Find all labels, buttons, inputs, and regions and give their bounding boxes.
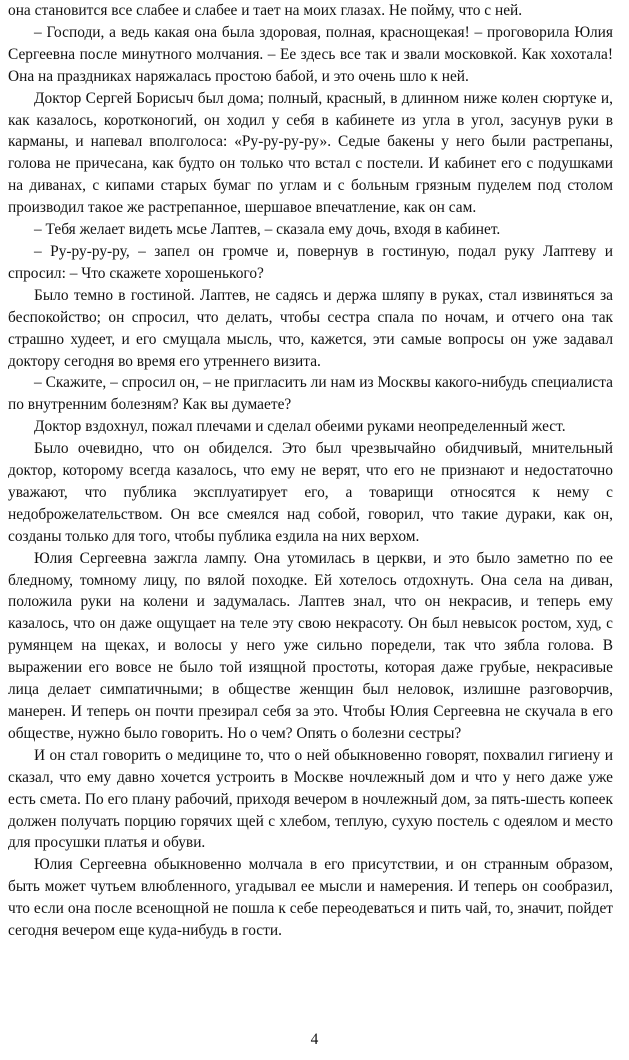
page-number: 4 bbox=[310, 1031, 319, 1048]
paragraph: – Тебя желает видеть мсье Лаптев, – сказала ему дочь, входя в кабинет. bbox=[34, 221, 501, 239]
paragraph: Было темно в гостиной. Лаптев, не садясь и держа шляпу в руках, стал извиняться за беспокойство; он спросил, что делать, чтобы сестра спала по ночам, и отчего она так страшно худеет, и его смущала мысль, что, кажется, эти самые вопросы он уже задавал доктору сегодня во время его утреннего визита. bbox=[8, 286, 613, 370]
paragraph: – Скажите, – спросил он, – не пригласить ли нам из Москвы какого-нибудь специалиста по внутренним болезням? Как вы думаете? bbox=[8, 374, 613, 414]
paragraph: она становится все слабее и слабее и тает на моих глазах. Не пойму, что с ней. bbox=[8, 2, 523, 19]
paragraph: Доктор вздохнул, пожал плечами и сделал обеими руками неопределенный жест. bbox=[34, 418, 566, 436]
paragraph: Юлия Сергеевна обыкновенно молчала в его присутствии, и он странным образом, быть может чутьем влюбленного, угадывал ее мысли и намерения. И теперь он сообразил, что если она после всенощной не пошла к себе переодеваться и пить чай, то, значит, пойдет сегодня вечером еще куда-нибудь в гости. bbox=[8, 856, 613, 940]
paragraph: – Господи, а ведь какая она была здоровая, полная, краснощекая! – проговорила Юлия Сергеевна после минутного молчания. – Ее здесь все так и звали московкой. Как хохотала! Она на праздниках наряжалась простою бабой, и это очень шло к ней. bbox=[8, 23, 613, 85]
paragraph: Юлия Сергеевна зажгла лампу. Она утомилась в церкви, и это было заметно по ее бледному, томному лицу, по вялой походке. Ей хотелось отдохнуть. Она села на диван, положила руки на колени и задумалась. Лаптев знал, что он некрасив, и теперь ему казалось, что он даже ощущает на теле эту свою некрасоту. Он был невысок ростом, худ, с румянцем на щеках, и волосы у него уже сильно поредели, так что зябла голова. В выражении его вовсе не было той изящной простоты, которая даже грубые, некрасивые лица делает симпатичными; в обществе женщин был неловок, излишне разговорчив, манерен. И теперь он почти презирал себя за это. Чтобы Юлия Сергеевна не скучала в его обществе, нужно было говорить. Но о чем? Опять о болезни сестры? bbox=[8, 549, 613, 742]
paragraph: – Ру-ру-ру-ру, – запел он громче и, повернув в гостиную, подал руку Лаптеву и спросил: – Что скажете хорошенького? bbox=[8, 242, 613, 282]
body-text bbox=[8, 0, 613, 942]
paragraph: Доктор Сергей Борисыч был дома; полный, красный, в длинном ниже колен сюртуке и, как казалось, коротконогий, он ходил у себя в кабинете из угла в угол, засунув руки в карманы, и напевал вполголоса: «Ру-ру-ру-ру». Седые бакены у него были растрепаны, голова не причесана, как будто он только что встал с постели. И кабинет его с подушками на диванах, с кипами старых бумаг по углам и с больным грязным пуделем под столом производил такое же растрепанное, шершавое впечатление, как он сам. bbox=[8, 89, 613, 217]
paragraph: И он стал говорить о медицине то, что о ней обыкновенно говорят, похвалил гигиену и сказал, что ему давно хочется устроить в Москве ночлежный дом и что у него даже уже есть смета. По его плану рабочий, приходя вечером в ночлежный дом, за пять-шесть копеек должен получать порцию горячих щей с хлебом, теплую, сухую постель с одеялом и место для просушки платья и обуви. bbox=[8, 746, 613, 852]
paragraph: Было очевидно, что он обиделся. Это был чрезвычайно обидчивый, мнительный доктор, которому всегда казалось, что ему не верят, что его не признают и недостаточно уважают, что публика эксплуатирует его, а товарищи относятся к нему с недоброжелательством. Он все смеялся над собой, говорил, что такие дураки, как он, созданы только для того, чтобы публика ездила на них верхом. bbox=[8, 440, 613, 545]
